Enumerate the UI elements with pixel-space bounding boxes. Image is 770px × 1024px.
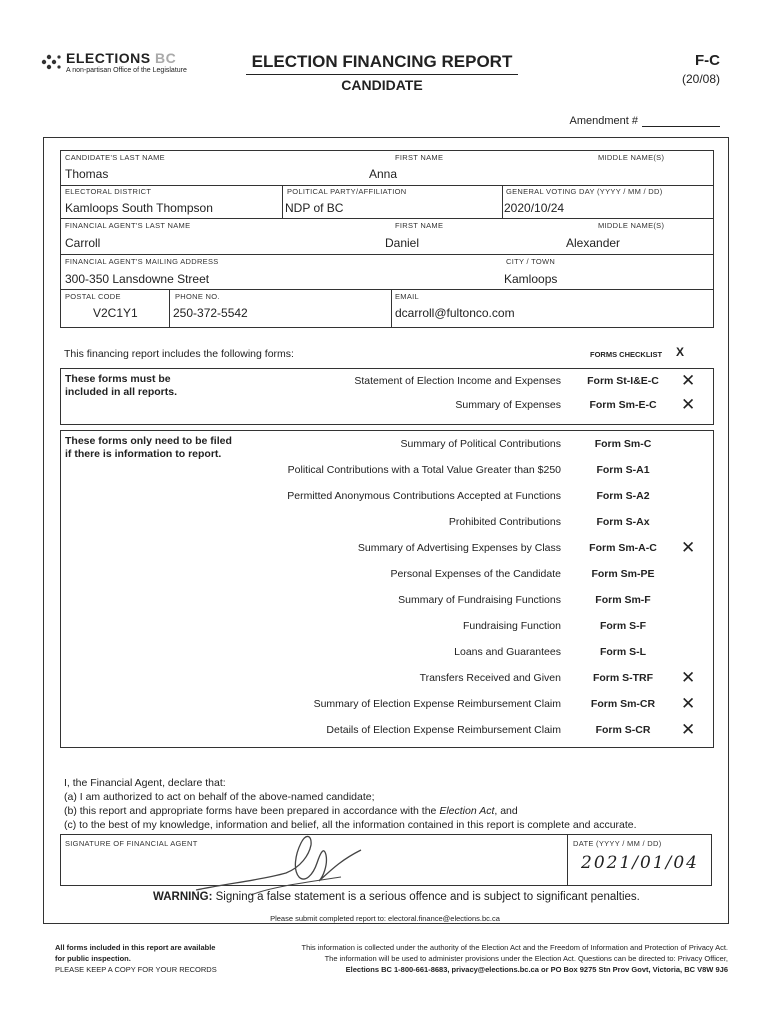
form-description: Summary of Fundraising Functions — [398, 594, 561, 606]
report-subtitle: CANDIDATE — [341, 77, 423, 93]
form-checklist-row — [61, 371, 713, 393]
form-description: Summary of Election Expense Reimbursement Claim — [313, 698, 561, 710]
handwritten-signature[interactable] — [191, 825, 401, 900]
form-checklist-row — [61, 668, 713, 690]
declaration-b-act: Election Act — [439, 805, 495, 817]
footer-left-3: PLEASE KEEP A COPY FOR YOUR RECORDS — [55, 965, 217, 974]
warning-prefix: WARNING: — [153, 891, 213, 903]
form-checklist-row — [61, 620, 713, 638]
form-code-label: Form Sm-C — [594, 438, 652, 450]
agent-first-name[interactable]: Daniel — [385, 236, 420, 250]
form-description: Transfers Received and Given — [419, 672, 561, 684]
form-description: Political Contributions with a Total Value Greater than $250 — [287, 464, 561, 476]
form-checklist-row — [61, 490, 713, 508]
divider — [502, 185, 503, 218]
checklist-label-mark: X — [676, 345, 685, 359]
form-version: (20/08) — [681, 72, 720, 86]
date-label: DATE (YYYY / MM / DD) — [573, 839, 662, 848]
form-code-label: Form Sm-PE — [591, 568, 655, 580]
electoral-district[interactable]: Kamloops South Thompson — [65, 201, 213, 215]
political-party[interactable]: NDP of BC — [285, 201, 344, 215]
warning-text: Signing a false statement is a serious offence and is subject to significant penalties. — [212, 891, 640, 903]
form-description: Fundraising Function — [462, 620, 561, 632]
form-code-label: Form Sm-A-C — [589, 542, 657, 554]
divider — [567, 835, 568, 885]
form-description: Details of Election Expense Reimbursement Claim — [326, 724, 561, 736]
form-checkbox[interactable]: ✕ — [681, 668, 696, 687]
form-checkbox[interactable]: ✕ — [681, 694, 696, 713]
form-description: Statement of Election Income and Expenses — [354, 375, 561, 387]
form-description: Permitted Anonymous Contributions Accepted at Functions — [287, 490, 561, 502]
amendment-line — [642, 114, 720, 127]
form-checklist-row — [61, 464, 713, 482]
form-checklist-row — [61, 516, 713, 534]
form-checklist-row — [61, 538, 713, 560]
logo-word: ELECTIONS — [66, 50, 151, 66]
declaration-intro: I, the Financial Agent, declare that: — [64, 777, 226, 789]
footer-left — [55, 942, 217, 975]
declaration — [64, 776, 637, 832]
agent-address[interactable]: 300-350 Lansdowne Street — [65, 272, 210, 286]
form-code-label: Form St-I&E-C — [587, 375, 659, 387]
agent-middle-name-label: MIDDLE NAME(S) — [598, 221, 665, 230]
district-row — [61, 185, 713, 219]
footer-right-1: This information is collected under the authority of the Election Act and the Freedom of Information and Protection of Privacy Act. — [301, 943, 728, 952]
warning — [153, 891, 640, 903]
form-code-label: Form S-Ax — [596, 516, 650, 528]
declaration-b-end: , and — [494, 805, 518, 817]
agent-address-label: FINANCIAL AGENT'S MAILING ADDRESS — [65, 257, 219, 266]
form-code-label: Form Sm-CR — [590, 698, 656, 710]
agent-address-row — [61, 254, 713, 290]
candidate-last-name-label: CANDIDATE'S LAST NAME — [65, 153, 165, 162]
form-code-label: Form S-CR — [595, 724, 651, 736]
elections-bc-logo — [40, 50, 187, 74]
candidate-first-name[interactable]: Anna — [369, 167, 398, 181]
footer-left-2: for public inspection. — [55, 954, 131, 963]
form-code-label: Form S-F — [599, 620, 647, 632]
signature-box — [60, 834, 712, 886]
form-code-label: Form S-TRF — [592, 672, 654, 684]
form-checklist-row — [61, 438, 713, 456]
optional-heading-line-1: These forms only need to be filed — [65, 435, 232, 447]
declaration-a: (a) I am authorized to act on behalf of the above-named candidate; — [64, 791, 375, 803]
footer-left-1: All forms included in this report are available — [55, 943, 216, 952]
divider — [169, 289, 170, 327]
form-description: Summary of Political Contributions — [400, 438, 561, 450]
required-forms-box — [60, 368, 714, 425]
candidate-info-grid — [60, 150, 714, 328]
phone-label: PHONE NO. — [175, 292, 220, 301]
submit-instruction: Please submit completed report to: electoral.finance@elections.bc.ca — [270, 914, 500, 923]
phone-number[interactable]: 250-372-5542 — [173, 306, 248, 320]
agent-last-name-label: FINANCIAL AGENT'S LAST NAME — [65, 221, 191, 230]
amendment-field[interactable] — [570, 114, 720, 127]
agent-contact-row — [61, 289, 713, 327]
form-description: Loans and Guarantees — [454, 646, 561, 658]
declaration-b-text: (b) this report and appropriate forms have been prepared in accordance with the — [64, 805, 440, 817]
form-checklist-row — [61, 395, 713, 417]
logo-mark-icon — [40, 53, 62, 71]
form-checklist-row — [61, 720, 713, 742]
amendment-label: Amendment # — [569, 115, 638, 127]
voting-day[interactable]: 2020/10/24 — [504, 201, 565, 215]
form-checklist-row — [61, 568, 713, 586]
form-description: Personal Expenses of the Candidate — [390, 568, 561, 580]
agent-first-name-label: FIRST NAME — [395, 221, 444, 230]
report-title: ELECTION FINANCING REPORT — [246, 52, 518, 75]
form-description: Summary of Advertising Expenses by Class — [357, 542, 561, 554]
form-checklist-row — [61, 694, 713, 716]
form-code: F-C — [695, 52, 720, 69]
form-checklist-row — [61, 646, 713, 664]
form-code-label: Form S-A2 — [596, 490, 650, 502]
footer-right-2: The information will be used to administer provisions under the Election Act. Questions can be directed to: Privacy Officer, — [324, 954, 728, 963]
city-label: CITY / TOWN — [506, 257, 556, 266]
candidate-last-name[interactable]: Thomas — [65, 167, 109, 181]
declaration-b — [64, 804, 637, 818]
candidate-name-row — [61, 151, 713, 186]
form-checkbox[interactable]: ✕ — [681, 395, 696, 414]
signature-date[interactable]: 2021/01/04 — [581, 853, 699, 873]
form-code-label: Form S-A1 — [596, 464, 650, 476]
footer-right — [228, 942, 728, 975]
postal-code[interactable]: V2C1Y1 — [93, 306, 138, 320]
divider — [391, 289, 392, 327]
optional-forms-box — [60, 430, 714, 748]
signature-label: SIGNATURE OF FINANCIAL AGENT — [65, 839, 198, 848]
required-heading-line-1: These forms must be — [65, 373, 171, 385]
logo-subtitle: A non-partisan Office of the Legislature — [66, 67, 187, 74]
form-description: Prohibited Contributions — [448, 516, 561, 528]
postal-code-label: POSTAL CODE — [65, 292, 121, 301]
candidate-middle-name-label: MIDDLE NAME(S) — [598, 153, 665, 162]
voting-day-label: GENERAL VOTING DAY (YYYY / MM / DD) — [506, 187, 663, 196]
declaration-c: (c) to the best of my knowledge, information and belief, all the information contained in this report is complete and accurate. — [64, 819, 637, 831]
logo-bc: BC — [155, 50, 177, 66]
form-code-label: Form Sm-F — [595, 594, 651, 606]
form-checkbox[interactable]: ✕ — [681, 720, 696, 739]
agent-name-row — [61, 218, 713, 255]
candidate-first-name-label: FIRST NAME — [395, 153, 444, 162]
form-checkbox[interactable]: ✕ — [681, 371, 696, 390]
district-label: ELECTORAL DISTRICT — [65, 187, 152, 196]
required-heading-line-2: included in all reports. — [65, 386, 178, 398]
party-label: POLITICAL PARTY/AFFILIATION — [287, 187, 407, 196]
form-description: Summary of Expenses — [455, 399, 561, 411]
divider — [282, 185, 283, 218]
email-label: EMAIL — [395, 292, 420, 301]
checklist-intro: This financing report includes the following forms: — [64, 348, 294, 360]
form-checklist-row — [61, 594, 713, 612]
agent-middle-name[interactable]: Alexander — [566, 236, 621, 250]
agent-last-name[interactable]: Carroll — [65, 236, 101, 250]
form-checkbox[interactable]: ✕ — [681, 538, 696, 557]
form-code-label: Form Sm-E-C — [589, 399, 657, 411]
optional-heading-line-2: if there is information to report. — [65, 448, 222, 460]
email[interactable]: dcarroll@fultonco.com — [395, 306, 515, 320]
form-code-label: Form S-L — [599, 646, 647, 658]
agent-city[interactable]: Kamloops — [504, 272, 558, 286]
checklist-label: FORMS CHECKLIST — [590, 350, 663, 359]
footer-right-3: Elections BC 1-800-661-8683, privacy@elections.bc.ca or PO Box 9275 Stn Prov Govt, Victoria, BC V8W 9J6 — [345, 965, 728, 974]
